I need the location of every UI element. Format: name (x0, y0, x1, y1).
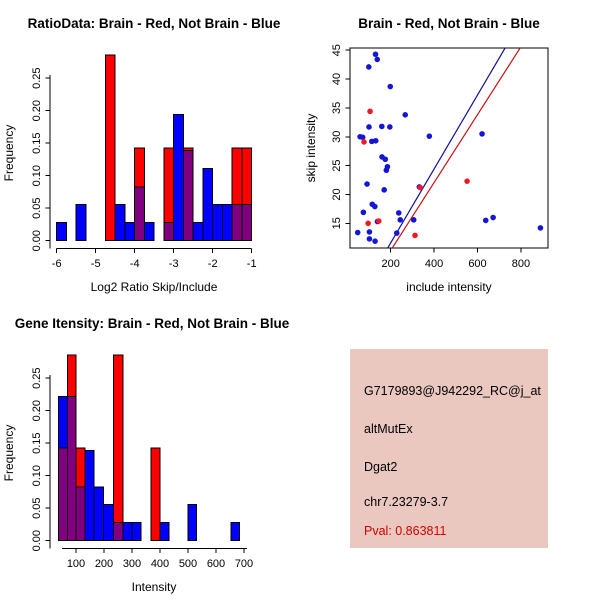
hist-bar-blue (85, 450, 94, 540)
gene-intensity-histogram-chart (0, 300, 300, 600)
x-tick-label: 700 (234, 558, 254, 570)
hist-bar-blue (193, 223, 203, 241)
hist-bar-red (114, 355, 124, 541)
y-tick-label: 0.10 (31, 164, 43, 187)
scatter-point-blue (384, 167, 390, 173)
panel-intensity-scatter (300, 0, 600, 300)
y-tick-label: 0.00 (31, 529, 43, 552)
scatter-point-red (376, 218, 382, 224)
locus-text: chr7.23279-3.7 (364, 495, 449, 509)
scatter-point-blue (379, 124, 385, 130)
scatter-point-red (361, 139, 367, 145)
x-tick-label: -5 (90, 258, 101, 270)
x-tick-label: 600 (468, 258, 487, 270)
hist-bar-blue (76, 204, 86, 240)
y-tick-label: 15 (331, 217, 343, 230)
intensity-scatter-chart (300, 0, 600, 300)
hist-bar-blue (132, 523, 141, 541)
gene-histogram-title: Gene Itensity: Brain - Red, Not Brain - Blue (14, 316, 290, 331)
x-tick-label: 600 (206, 558, 226, 570)
hist-bar-red (105, 55, 115, 241)
hist-bar-overlap (164, 223, 174, 241)
panel-gene-info (300, 300, 600, 600)
y-tick-label: 0.05 (31, 197, 43, 219)
ratio-histogram-xlabel: Log2 Ratio Skip/Include (90, 280, 218, 294)
scatter-point-red (417, 185, 423, 191)
hist-bar-blue (231, 523, 240, 541)
scatter-point-blue (397, 217, 403, 223)
scatter-point-blue (402, 112, 408, 118)
panel-ratio-histogram (0, 0, 300, 300)
scatter-point-red (367, 109, 373, 115)
gene-info-box (350, 349, 548, 548)
scatter-point-blue (373, 51, 379, 57)
y-tick-label: 30 (331, 130, 343, 143)
hist-bar-blue (94, 487, 104, 541)
y-tick-label: 20 (331, 188, 343, 201)
x-tick-label: -6 (51, 258, 62, 270)
scatter-point-blue (367, 236, 373, 242)
y-tick-label: 0.15 (31, 132, 43, 154)
hist-bar-blue (174, 115, 184, 241)
y-tick-label: 40 (331, 72, 343, 86)
y-tick-label: 0.00 (31, 229, 43, 252)
y-tick-label: 0.10 (31, 464, 43, 487)
hist-bar-red (151, 448, 160, 541)
hist-bar-overlap (58, 448, 67, 541)
scatter-point-blue (372, 204, 378, 210)
scatter-point-blue (355, 230, 361, 236)
y-tick-label: 0.20 (31, 99, 43, 122)
scatter-point-red (365, 221, 371, 227)
hist-bar-overlap (232, 204, 242, 240)
hist-bar-blue (104, 504, 114, 540)
scatter-point-blue (364, 181, 370, 187)
scatter-title: Brain - Red, Not Brain - Blue (358, 16, 540, 31)
gene-histogram-ylabel: Frequency (2, 424, 16, 482)
hist-bar-blue (188, 504, 197, 540)
x-tick-label: 300 (122, 558, 142, 570)
ratio-histogram-ylabel: Frequency (2, 124, 16, 182)
red-fit-line (392, 48, 520, 248)
scatter-point-blue (483, 218, 489, 224)
event-type-text: altMutEx (364, 422, 413, 436)
y-tick-label: 0.25 (31, 67, 43, 89)
probe-id-text: G7179893@J942292_RC@j_at (364, 384, 541, 398)
hist-bar-overlap (135, 187, 145, 241)
x-tick-label: 100 (66, 558, 86, 570)
y-tick-label: 0.05 (31, 497, 43, 519)
hist-bar-blue (203, 169, 213, 241)
y-tick-label: 45 (331, 44, 343, 57)
hist-bar-overlap (68, 396, 76, 540)
scatter-point-blue (387, 84, 393, 90)
hist-bar-blue (144, 223, 154, 241)
x-tick-label: 400 (150, 558, 170, 570)
hist-bar-overlap (114, 523, 124, 541)
hist-bar-overlap (242, 204, 252, 240)
scatter-point-blue (372, 238, 378, 244)
panel-gene-intensity-histogram (0, 300, 300, 600)
x-tick-label: -1 (246, 258, 257, 270)
hist-bar-blue (115, 204, 125, 240)
scatter-point-red (412, 233, 418, 239)
scatter-point-blue (366, 64, 372, 70)
scatter-point-blue (411, 217, 417, 223)
scatter-point-blue (373, 138, 379, 144)
scatter-point-blue (394, 230, 400, 236)
x-tick-label: 200 (381, 258, 400, 270)
hist-bar-blue (125, 223, 135, 241)
ratio-histogram-title: RatioData: Brain - Red, Not Brain - Blue (27, 16, 281, 31)
x-tick-label: -2 (207, 258, 218, 270)
y-tick-label: 0.20 (31, 399, 43, 422)
pval-text: Pval: 0.863811 (364, 524, 447, 538)
x-tick-label: 400 (424, 258, 444, 270)
hist-bar-blue (123, 523, 132, 541)
hist-bar-blue (222, 204, 232, 240)
scatter-point-blue (538, 225, 544, 231)
y-tick-label: 35 (331, 101, 343, 115)
scatter-point-blue (381, 187, 387, 193)
x-tick-label: -4 (129, 258, 140, 270)
plot-box (350, 48, 548, 248)
hist-bar-blue (213, 204, 223, 240)
scatter-point-blue (427, 133, 433, 139)
scatter-point-blue (367, 229, 373, 235)
scatter-point-blue (396, 210, 402, 216)
gene-histogram-xlabel: Intensity (131, 580, 177, 594)
y-tick-label: 0.25 (31, 367, 43, 389)
scatter-point-blue (374, 57, 380, 63)
gene-name-text: Dgat2 (364, 460, 398, 474)
scatter-ylabel: skip intensity (304, 113, 318, 183)
scatter-point-red (464, 178, 470, 184)
scatter-point-blue (382, 156, 388, 162)
x-tick-label: 200 (94, 558, 114, 570)
y-tick-label: 25 (331, 159, 343, 172)
x-tick-label: 500 (178, 558, 198, 570)
y-tick-label: 0.15 (31, 432, 43, 454)
scatter-point-blue (490, 215, 496, 221)
hist-bar-overlap (76, 487, 85, 541)
hist-bar-blue (160, 523, 169, 541)
scatter-point-blue (361, 210, 367, 216)
x-tick-label: -3 (168, 258, 179, 270)
scatter-point-blue (387, 124, 393, 130)
hist-bar-blue (57, 223, 67, 241)
scatter-point-blue (366, 124, 372, 130)
x-tick-label: 800 (511, 258, 531, 270)
ratio-histogram-chart (0, 0, 300, 300)
hist-bar-overlap (183, 150, 193, 240)
scatter-xlabel: include intensity (406, 280, 492, 294)
scatter-point-blue (479, 131, 485, 137)
